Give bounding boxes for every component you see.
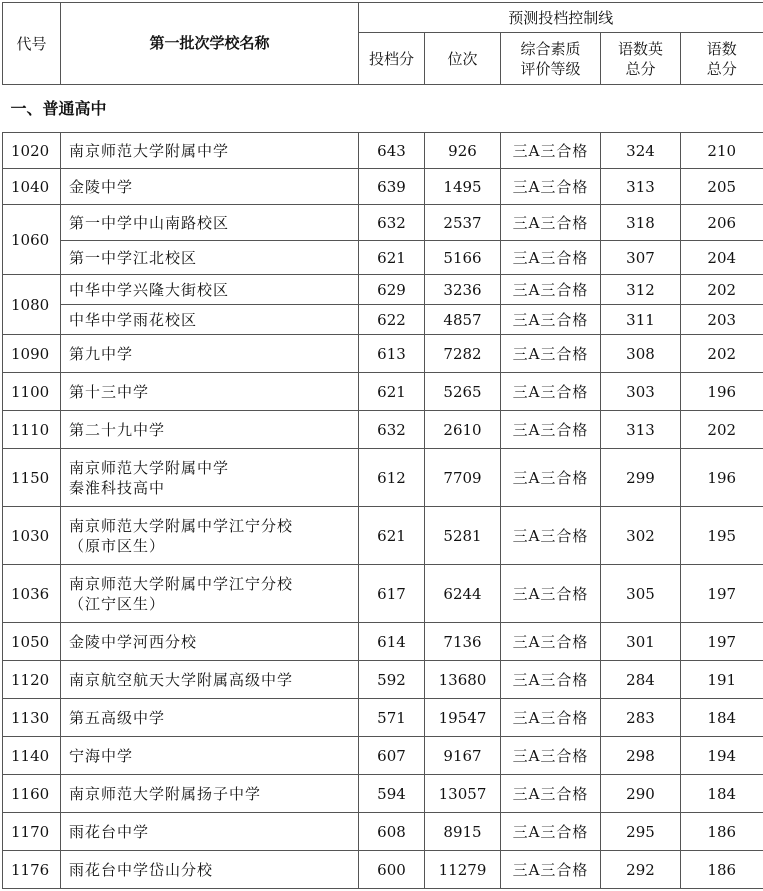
rank-cell: 4857 xyxy=(425,305,501,335)
score-cell: 613 xyxy=(359,335,425,373)
score-cell: 632 xyxy=(359,411,425,449)
school-name-line1: 南京师范大学附属中学江宁分校 xyxy=(69,516,294,535)
school-code: 1140 xyxy=(3,737,61,775)
grade-cell: 三A三合格 xyxy=(501,565,601,623)
school-name-line2: 秦淮科技高中 xyxy=(69,478,166,497)
school-code: 1100 xyxy=(3,373,61,411)
school-name: 雨花台中学岱山分校 xyxy=(61,851,359,889)
cm-total-cell: 191 xyxy=(681,661,763,699)
score-cell: 612 xyxy=(359,449,425,507)
grade-cell: 三A三合格 xyxy=(501,335,601,373)
school-name: 第十三中学 xyxy=(61,373,359,411)
cm-total-cell: 202 xyxy=(681,275,763,305)
cme-total-cell: 307 xyxy=(601,241,681,275)
score-cell: 594 xyxy=(359,775,425,813)
rank-cell: 926 xyxy=(425,133,501,169)
score-cell: 639 xyxy=(359,169,425,205)
rank-cell: 2610 xyxy=(425,411,501,449)
school-code: 1040 xyxy=(3,169,61,205)
cm-total-cell: 202 xyxy=(681,411,763,449)
cm-total-cell: 194 xyxy=(681,737,763,775)
cme-total-cell: 295 xyxy=(601,813,681,851)
header-cme-line2: 总分 xyxy=(625,59,656,78)
table-row xyxy=(3,699,763,737)
cme-total-cell: 292 xyxy=(601,851,681,889)
cm-total-cell: 206 xyxy=(681,205,763,241)
table-row xyxy=(3,411,763,449)
grade-cell: 三A三合格 xyxy=(501,305,601,335)
grade-cell: 三A三合格 xyxy=(501,699,601,737)
school-code: 1030 xyxy=(3,507,61,565)
cm-total-cell: 204 xyxy=(681,241,763,275)
section-title: 一、普通高中 xyxy=(3,85,763,133)
school-code: 1036 xyxy=(3,565,61,623)
cme-total-cell: 299 xyxy=(601,449,681,507)
school-name: 金陵中学 xyxy=(61,169,359,205)
table-row xyxy=(3,373,763,411)
school-name: 金陵中学河西分校 xyxy=(61,623,359,661)
rank-cell: 5281 xyxy=(425,507,501,565)
table-row xyxy=(3,737,763,775)
school-name: 南京师范大学附属中学 xyxy=(61,133,359,169)
score-cell: 621 xyxy=(359,241,425,275)
admission-table xyxy=(2,2,763,889)
school-code: 1120 xyxy=(3,661,61,699)
cme-total-cell: 298 xyxy=(601,737,681,775)
table-row xyxy=(3,565,763,623)
grade-cell: 三A三合格 xyxy=(501,169,601,205)
grade-cell: 三A三合格 xyxy=(501,813,601,851)
grade-cell: 三A三合格 xyxy=(501,373,601,411)
cme-total-cell: 311 xyxy=(601,305,681,335)
grade-cell: 三A三合格 xyxy=(501,507,601,565)
cm-total-cell: 197 xyxy=(681,565,763,623)
cm-total-cell: 205 xyxy=(681,169,763,205)
table-row xyxy=(3,133,763,169)
rank-cell: 2537 xyxy=(425,205,501,241)
score-cell: 617 xyxy=(359,565,425,623)
school-code: 1170 xyxy=(3,813,61,851)
school-code: 1080 xyxy=(3,275,61,335)
score-cell: 592 xyxy=(359,661,425,699)
rank-cell: 5166 xyxy=(425,241,501,275)
rank-cell: 13057 xyxy=(425,775,501,813)
school-name xyxy=(61,565,359,623)
school-name: 宁海中学 xyxy=(61,737,359,775)
school-name-line2: （原市区生） xyxy=(69,536,166,555)
table-row xyxy=(3,241,763,275)
table-row xyxy=(3,813,763,851)
grade-cell: 三A三合格 xyxy=(501,737,601,775)
header-quality-line1: 综合素质 xyxy=(520,39,581,58)
header-quality-line2: 评价等级 xyxy=(520,59,581,78)
school-name-line2: （江宁区生） xyxy=(69,594,166,613)
school-name: 第一中学中山南路校区 xyxy=(61,205,359,241)
grade-cell: 三A三合格 xyxy=(501,661,601,699)
rank-cell: 7282 xyxy=(425,335,501,373)
rank-cell: 19547 xyxy=(425,699,501,737)
grade-cell: 三A三合格 xyxy=(501,851,601,889)
header-score: 投档分 xyxy=(359,33,425,85)
school-name: 南京航空航天大学附属高级中学 xyxy=(61,661,359,699)
cm-total-cell: 195 xyxy=(681,507,763,565)
cme-total-cell: 308 xyxy=(601,335,681,373)
cm-total-cell: 203 xyxy=(681,305,763,335)
table-row xyxy=(3,449,763,507)
header-quality xyxy=(501,33,601,85)
table-row xyxy=(3,623,763,661)
cme-total-cell: 313 xyxy=(601,411,681,449)
cm-total-cell: 196 xyxy=(681,373,763,411)
school-name-line1: 南京师范大学附属中学 xyxy=(69,458,230,477)
header-cm-total xyxy=(681,33,763,85)
school-name xyxy=(61,449,359,507)
score-cell: 600 xyxy=(359,851,425,889)
header-cm-line1: 语数 xyxy=(706,39,737,58)
school-name: 中华中学兴隆大街校区 xyxy=(61,275,359,305)
cme-total-cell: 318 xyxy=(601,205,681,241)
grade-cell: 三A三合格 xyxy=(501,411,601,449)
header-cme-line1: 语数英 xyxy=(617,39,663,58)
score-cell: 608 xyxy=(359,813,425,851)
score-cell: 622 xyxy=(359,305,425,335)
rank-cell: 8915 xyxy=(425,813,501,851)
table-row xyxy=(3,305,763,335)
school-code: 1150 xyxy=(3,449,61,507)
cm-total-cell: 197 xyxy=(681,623,763,661)
school-code: 1130 xyxy=(3,699,61,737)
cme-total-cell: 290 xyxy=(601,775,681,813)
cme-total-cell: 302 xyxy=(601,507,681,565)
school-code: 1176 xyxy=(3,851,61,889)
cm-total-cell: 210 xyxy=(681,133,763,169)
table-row xyxy=(3,775,763,813)
header-code: 代号 xyxy=(3,3,61,85)
table-row xyxy=(3,661,763,699)
cme-total-cell: 324 xyxy=(601,133,681,169)
cme-total-cell: 284 xyxy=(601,661,681,699)
header-group: 预测投档控制线 xyxy=(359,3,763,33)
header-cm-line2: 总分 xyxy=(706,59,737,78)
grade-cell: 三A三合格 xyxy=(501,775,601,813)
table-row xyxy=(3,335,763,373)
school-code: 1090 xyxy=(3,335,61,373)
school-name xyxy=(61,507,359,565)
cm-total-cell: 184 xyxy=(681,699,763,737)
table-row xyxy=(3,275,763,305)
rank-cell: 11279 xyxy=(425,851,501,889)
cme-total-cell: 303 xyxy=(601,373,681,411)
cme-total-cell: 283 xyxy=(601,699,681,737)
cme-total-cell: 305 xyxy=(601,565,681,623)
grade-cell: 三A三合格 xyxy=(501,449,601,507)
rank-cell: 5265 xyxy=(425,373,501,411)
score-cell: 571 xyxy=(359,699,425,737)
score-cell: 632 xyxy=(359,205,425,241)
school-name-line1: 南京师范大学附属中学江宁分校 xyxy=(69,574,294,593)
score-cell: 621 xyxy=(359,507,425,565)
school-name: 南京师范大学附属扬子中学 xyxy=(61,775,359,813)
school-name: 雨花台中学 xyxy=(61,813,359,851)
table-row xyxy=(3,205,763,241)
grade-cell: 三A三合格 xyxy=(501,241,601,275)
table-row xyxy=(3,507,763,565)
table-row xyxy=(3,169,763,205)
cm-total-cell: 196 xyxy=(681,449,763,507)
cme-total-cell: 313 xyxy=(601,169,681,205)
cme-total-cell: 301 xyxy=(601,623,681,661)
school-code: 1060 xyxy=(3,205,61,275)
rank-cell: 1495 xyxy=(425,169,501,205)
score-cell: 629 xyxy=(359,275,425,305)
header-rank: 位次 xyxy=(425,33,501,85)
score-cell: 614 xyxy=(359,623,425,661)
score-cell: 607 xyxy=(359,737,425,775)
rank-cell: 7709 xyxy=(425,449,501,507)
school-code: 1110 xyxy=(3,411,61,449)
cm-total-cell: 186 xyxy=(681,851,763,889)
cm-total-cell: 202 xyxy=(681,335,763,373)
rank-cell: 3236 xyxy=(425,275,501,305)
grade-cell: 三A三合格 xyxy=(501,623,601,661)
cm-total-cell: 184 xyxy=(681,775,763,813)
score-cell: 621 xyxy=(359,373,425,411)
school-name: 第五高级中学 xyxy=(61,699,359,737)
rank-cell: 13680 xyxy=(425,661,501,699)
rank-cell: 9167 xyxy=(425,737,501,775)
school-code: 1050 xyxy=(3,623,61,661)
grade-cell: 三A三合格 xyxy=(501,275,601,305)
school-code: 1160 xyxy=(3,775,61,813)
rank-cell: 7136 xyxy=(425,623,501,661)
school-code: 1020 xyxy=(3,133,61,169)
grade-cell: 三A三合格 xyxy=(501,205,601,241)
header-school-name: 第一批次学校名称 xyxy=(61,3,359,85)
header-cme-total xyxy=(601,33,681,85)
grade-cell: 三A三合格 xyxy=(501,133,601,169)
table-row xyxy=(3,851,763,889)
school-name: 第九中学 xyxy=(61,335,359,373)
cme-total-cell: 312 xyxy=(601,275,681,305)
school-name: 中华中学雨花校区 xyxy=(61,305,359,335)
school-name: 第二十九中学 xyxy=(61,411,359,449)
rank-cell: 6244 xyxy=(425,565,501,623)
cm-total-cell: 186 xyxy=(681,813,763,851)
score-cell: 643 xyxy=(359,133,425,169)
school-name: 第一中学江北校区 xyxy=(61,241,359,275)
